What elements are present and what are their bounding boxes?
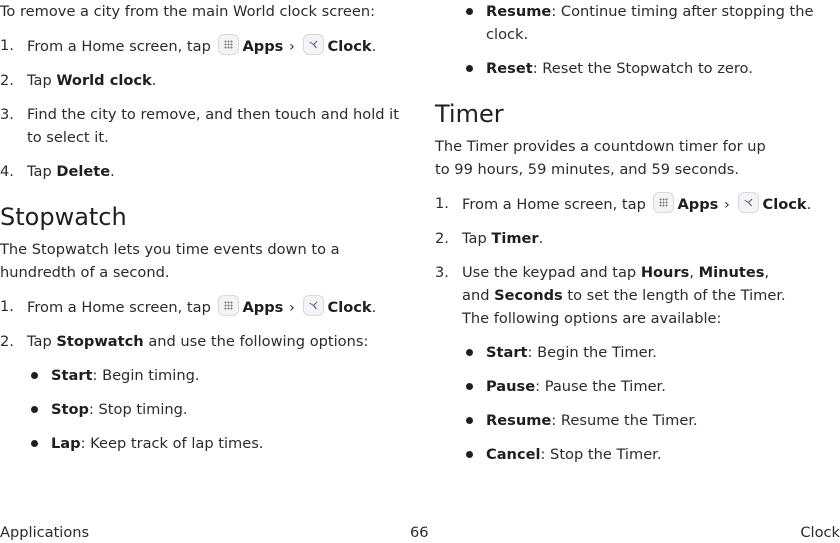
option-description: : Pause the Timer. — [535, 378, 666, 395]
step-text: From a Home screen, tap — [462, 196, 646, 213]
punctuation: . — [110, 163, 115, 180]
option-label: Cancel — [486, 446, 541, 463]
seconds-label: Seconds — [494, 287, 563, 304]
stopwatch-description: The Stopwatch lets you time events down to a hundredth of a second. — [0, 241, 340, 281]
option-description: : Stop the Timer. — [540, 446, 662, 463]
chevron-right-icon: › — [289, 299, 295, 316]
world-clock-label: World clock — [56, 72, 152, 89]
timer-label: Timer — [491, 230, 539, 247]
apps-label: Apps — [242, 38, 284, 55]
timer-options-list — [462, 341, 792, 466]
clock-app-icon — [303, 34, 324, 55]
remove-city-steps — [0, 34, 405, 183]
step-number: 1. — [0, 37, 14, 54]
option-description: : Stop timing. — [88, 401, 188, 418]
bullet-icon — [466, 383, 473, 390]
bullet-icon — [31, 406, 38, 413]
option-label: Start — [486, 344, 528, 361]
step-number: 2. — [435, 230, 449, 247]
option-description: : Reset the Stopwatch to zero. — [532, 60, 753, 77]
clock-label: Clock — [762, 196, 807, 213]
option-description: : Resume the Timer. — [551, 412, 698, 429]
footer-page-number: 66 — [410, 524, 429, 541]
step-number: 4. — [0, 163, 14, 180]
apps-grid-icon — [218, 34, 239, 55]
timer-description: The Timer provides a countdown timer for up to 99 hours, 59 minutes, and 59 seconds. — [435, 138, 766, 178]
step-item — [0, 69, 405, 92]
right-column — [435, 0, 830, 466]
hours-label: Hours — [640, 264, 690, 281]
option-description: : Begin timing. — [92, 367, 200, 384]
step-text: and use the following options: — [148, 333, 369, 350]
option-label: Start — [51, 367, 93, 384]
step-number: 1. — [0, 298, 14, 315]
chevron-right-icon: › — [724, 196, 730, 213]
step-text: Find the city to remove, and then touch and hold it to select it. — [27, 106, 399, 146]
option-item — [27, 432, 405, 455]
step-number: 2. — [0, 333, 14, 350]
bullet-icon — [466, 417, 473, 424]
punctuation: . — [538, 230, 544, 247]
punctuation: . — [806, 196, 812, 213]
step-text: From a Home screen, tap — [27, 299, 211, 316]
left-column — [0, 0, 405, 455]
apps-label: Apps — [242, 299, 284, 316]
step-item — [435, 192, 830, 216]
option-item — [462, 375, 792, 398]
option-item — [462, 57, 830, 80]
option-item — [462, 409, 792, 432]
apps-grid-icon — [218, 295, 239, 316]
clock-app-icon — [738, 192, 759, 213]
step-item — [0, 160, 405, 183]
option-item — [462, 0, 831, 46]
bullet-icon — [466, 65, 473, 72]
step-item — [435, 261, 792, 466]
step-text: Tap — [27, 72, 52, 89]
bullet-icon — [31, 372, 38, 379]
bullet-icon — [466, 451, 473, 458]
option-item — [462, 443, 792, 466]
option-label: Stop — [51, 401, 89, 418]
step-text: Tap — [27, 333, 52, 350]
step-item — [0, 103, 405, 149]
option-label: Lap — [51, 435, 81, 452]
stopwatch-options-continued — [462, 0, 830, 80]
timer-heading: Timer — [435, 100, 504, 128]
step-number: 2. — [0, 72, 14, 89]
option-label: Reset — [486, 60, 533, 77]
option-description: : Keep track of lap times. — [80, 435, 264, 452]
option-item — [27, 398, 405, 421]
stopwatch-label: Stopwatch — [56, 333, 144, 350]
stopwatch-options-list — [27, 364, 405, 455]
step-text: From a Home screen, tap — [27, 38, 211, 55]
bullet-icon — [31, 440, 38, 447]
step-text: , and — [462, 264, 770, 304]
timer-steps — [435, 192, 830, 466]
option-label: Resume — [486, 3, 552, 20]
option-item — [462, 341, 792, 364]
punctuation: . — [151, 72, 157, 89]
intro-text: To remove a city from the main World clock screen: — [0, 3, 376, 20]
option-description: : Continue timing after stopping the clock. — [486, 3, 814, 43]
step-item — [0, 330, 405, 455]
step-text: Tap — [27, 163, 52, 180]
clock-app-icon — [303, 295, 324, 316]
punctuation: , — [689, 264, 694, 281]
step-text: Tap — [462, 230, 487, 247]
bullet-icon — [466, 8, 473, 15]
option-label: Pause — [486, 378, 536, 395]
bullet-icon — [466, 349, 473, 356]
option-description: : Begin the Timer. — [527, 344, 657, 361]
delete-label: Delete — [56, 163, 111, 180]
stopwatch-heading: Stopwatch — [0, 203, 127, 231]
clock-label: Clock — [327, 38, 372, 55]
step-number: 1. — [435, 195, 449, 212]
step-number: 3. — [435, 264, 449, 281]
option-item — [27, 364, 405, 387]
chevron-right-icon: › — [289, 38, 295, 55]
footer-chapter-name: Clock — [800, 524, 840, 541]
apps-label: Apps — [677, 196, 719, 213]
step-text: Use the keypad and tap — [462, 264, 637, 281]
stopwatch-steps — [0, 295, 405, 455]
footer-section-name: Applications — [0, 524, 90, 541]
step-item — [0, 34, 405, 58]
step-item — [435, 227, 830, 250]
step-number: 3. — [0, 106, 14, 123]
punctuation: . — [371, 299, 377, 316]
step-text: to set the length of the Timer. The following options are available: — [462, 287, 786, 327]
punctuation: . — [371, 38, 377, 55]
option-label: Resume — [486, 412, 552, 429]
minutes-label: Minutes — [698, 264, 765, 281]
apps-grid-icon — [653, 192, 674, 213]
step-item — [0, 295, 405, 319]
clock-label: Clock — [327, 299, 372, 316]
